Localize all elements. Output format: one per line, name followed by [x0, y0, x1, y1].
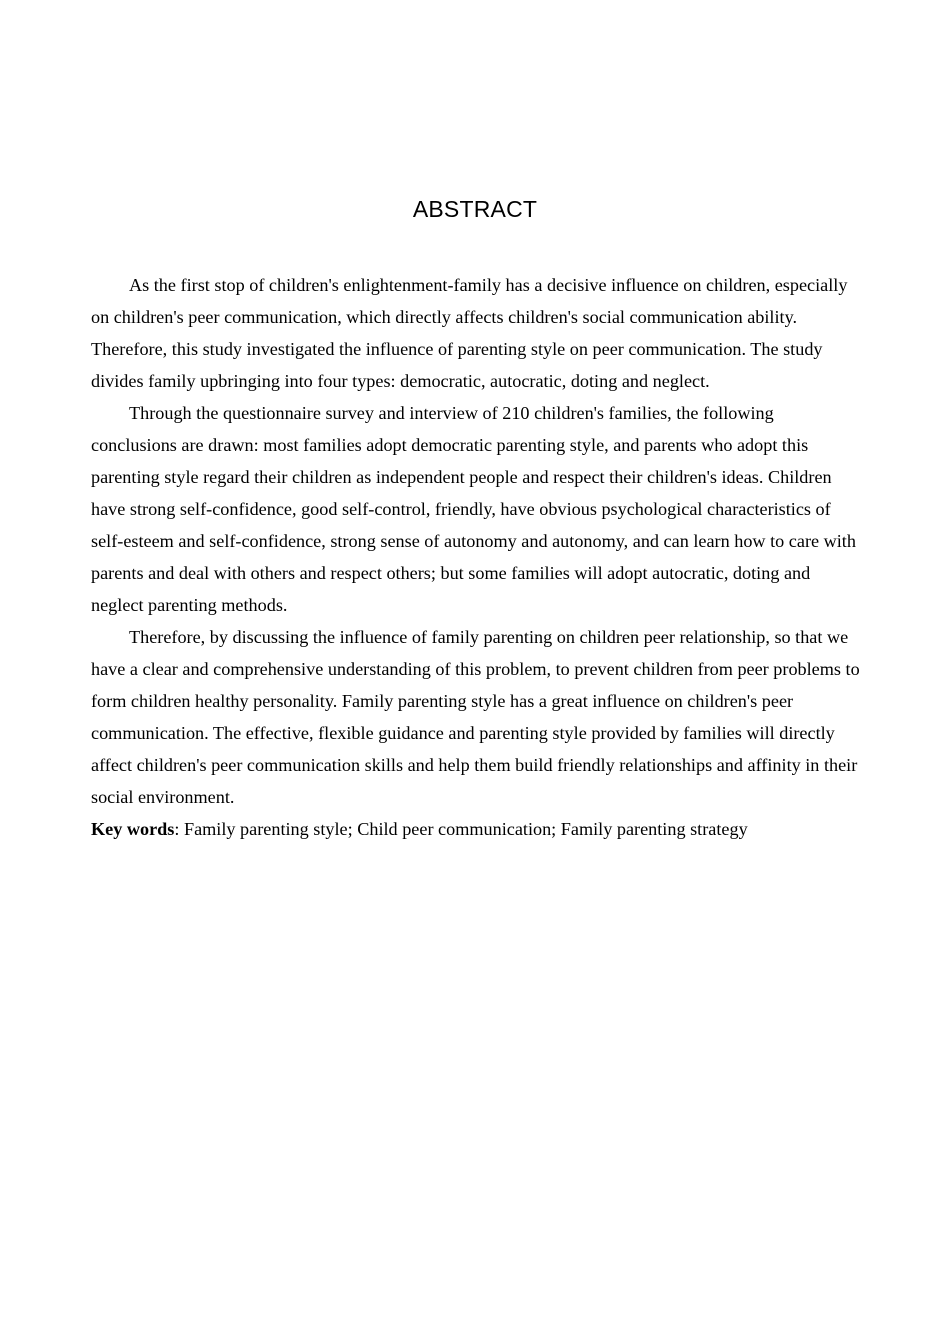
abstract-paragraph-1: As the first stop of children's enlightenment-family has a decisive influence on children, especially on children's peer communication, which directly affects children's social communication ability. Therefore, this study investigated the influence of parenting style on peer communication. The study divides family upbringing into four types: democratic, autocratic, doting and neglect. — [91, 275, 848, 391]
keywords-label: Key words — [91, 819, 175, 839]
abstract-heading: ABSTRACT — [412, 196, 538, 222]
abstract-body — [91, 269, 861, 845]
keywords-line — [91, 813, 861, 845]
keywords-text: Family parenting style; Child peer communication; Family parenting strategy — [183, 819, 748, 839]
abstract-paragraph-3: Therefore, by discussing the influence of family parenting on children peer relationship, so that we have a clear and comprehensive understanding of this problem, to prevent children from peer problems to form children healthy personality. Family parenting style has a great influence on children's peer communication. The effective, flexible guidance and parenting style provided by families will directly affect children's peer communication skills and help them build friendly relationships and affinity in their social environment. — [91, 627, 860, 807]
abstract-paragraph-2: Through the questionnaire survey and interview of 210 children's families, the following conclusions are drawn: most families adopt democratic parenting style, and parents who adopt this parenting style regard their children as independent people and respect their children's ideas. Children have strong self-confidence, good self-control, friendly, have obvious psychological characteristics of self-esteem and self-confidence, strong sense of autonomy and autonomy, and can learn how to care with parents and deal with others and respect others; but some families will adopt autocratic, doting and neglect parenting methods. — [91, 403, 856, 615]
keywords-separator: : — [174, 819, 184, 839]
